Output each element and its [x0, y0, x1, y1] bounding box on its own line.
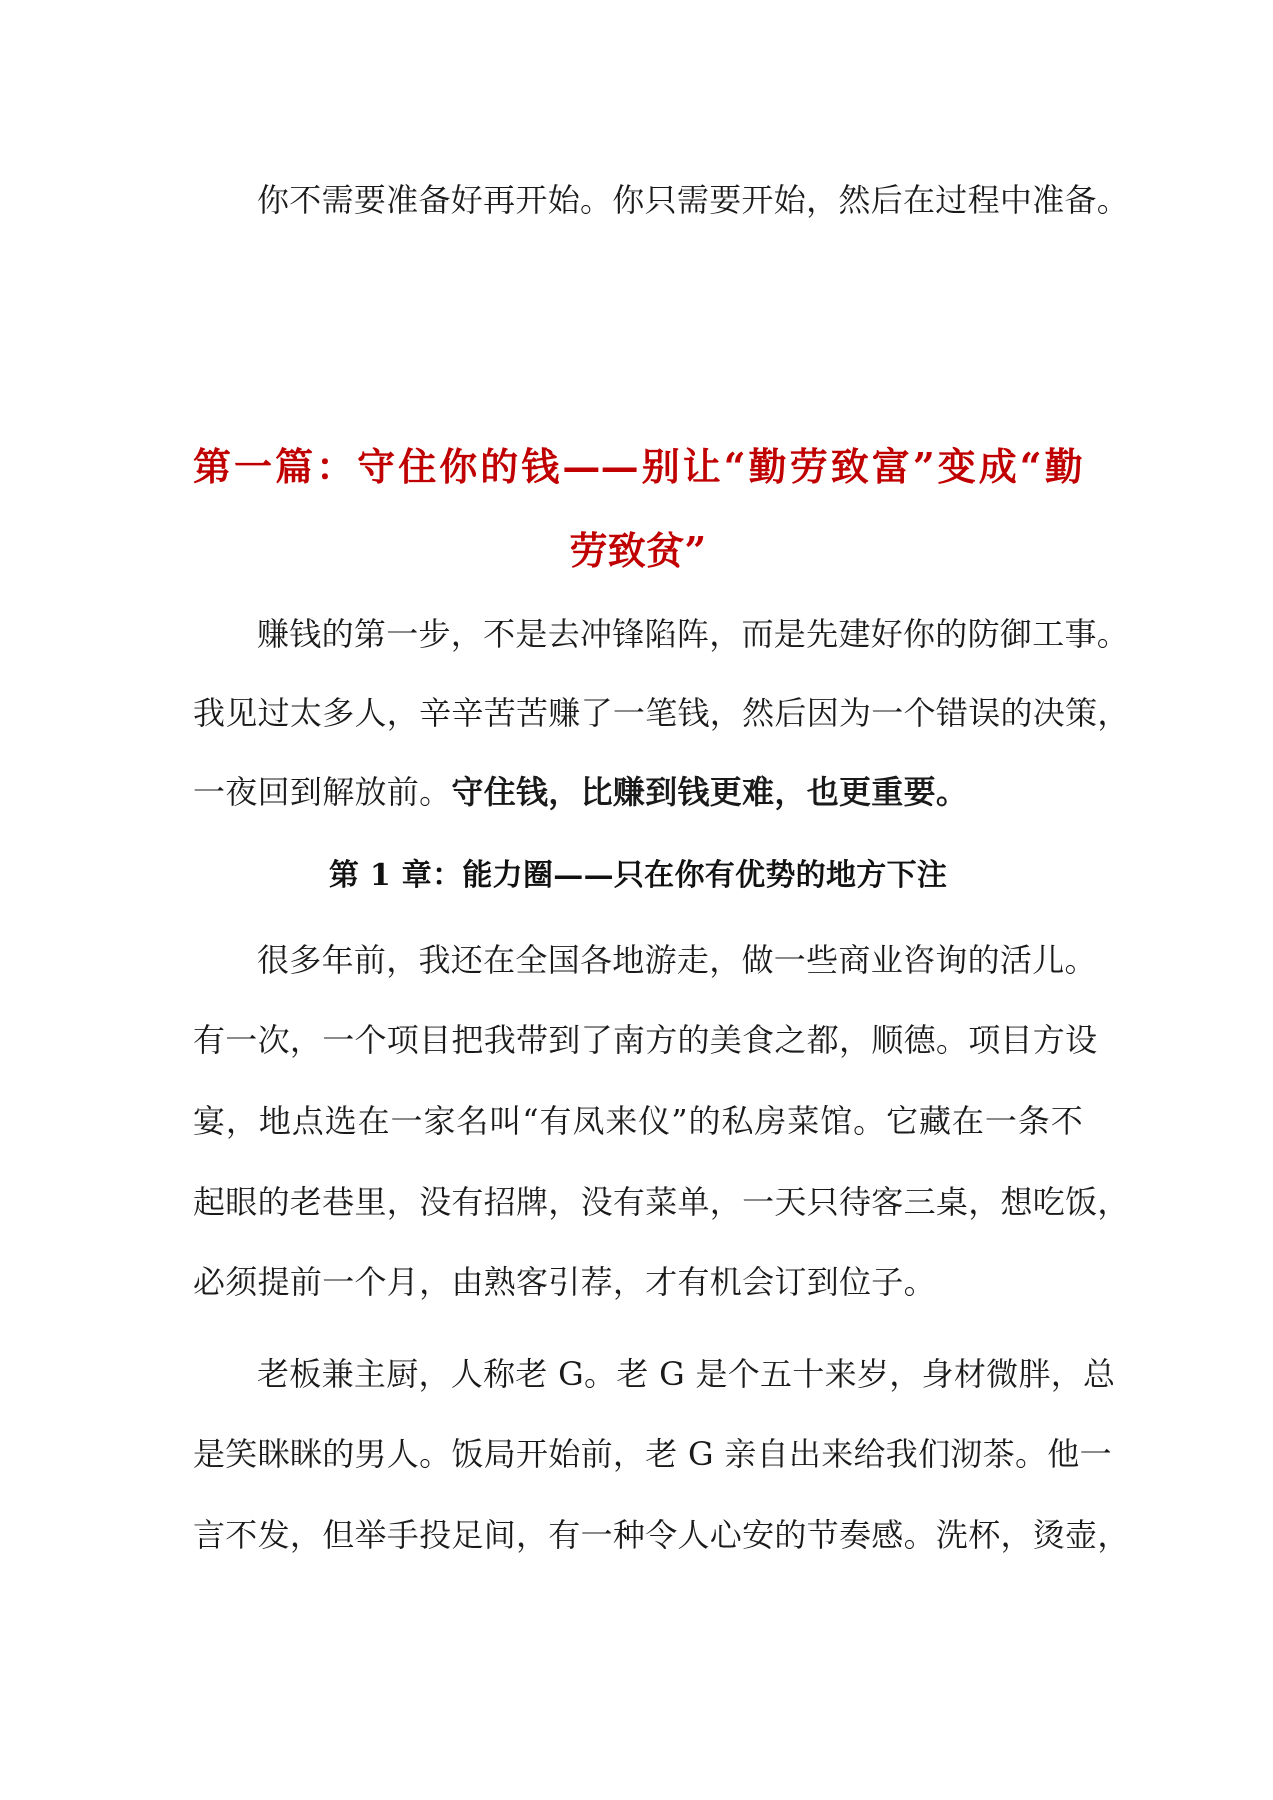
intro-line-1: 你不需要准备好再开始。你只需要开始，然后在过程中准备。: [257, 181, 1130, 219]
para2-line-3: 言不发，但举手投足间，有一种令人心安的节奏感。洗杯，烫壶，: [193, 1516, 1130, 1554]
part-intro-line-3: [193, 768, 1083, 816]
part-intro-line-2: 我见过太多人，辛辛苦苦赚了一笔钱，然后因为一个错误的决策，: [193, 694, 1130, 732]
para2-line-1: 老板兼主厨，人称老 G。老 G 是个五十来岁，身材微胖，总: [257, 1355, 1116, 1393]
part-intro-line-1: 赚钱的第一步，不是去冲锋陷阵，而是先建好你的防御工事。: [257, 615, 1130, 653]
para1-line-5: 必须提前一个月，由熟客引荐，才有机会订到位子。: [193, 1263, 936, 1301]
para1-line-4: 起眼的老巷里，没有招牌，没有菜单，一天只待客三桌，想吃饭，: [193, 1183, 1130, 1221]
part-intro-emphasis: 守住钱，比赚到钱更难，也更重要。: [451, 773, 969, 811]
chapter-title: 第 1 章：能力圈——只在你有优势的地方下注: [328, 858, 948, 893]
para1-line-2: 有一次，一个项目把我带到了南方的美食之都，顺德。项目方设: [193, 1021, 1098, 1059]
part-title-line-1: 第一篇：守住你的钱——别让“勤劳致富”变成“勤: [193, 444, 1083, 489]
para1-line-3: 宴，地点选在一家名叫“有凤来仪”的私房菜馆。它藏在一条不: [193, 1102, 1083, 1140]
para1-line-1: 很多年前，我还在全国各地游走，做一些商业咨询的活儿。: [257, 941, 1097, 979]
part-intro-text: 一夜回到解放前。: [193, 773, 452, 811]
para2-line-2: 是笑眯眯的男人。饭局开始前，老 G 亲自出来给我们沏茶。他一: [193, 1435, 1112, 1473]
part-title-line-2: 劳致贫”: [569, 528, 707, 573]
